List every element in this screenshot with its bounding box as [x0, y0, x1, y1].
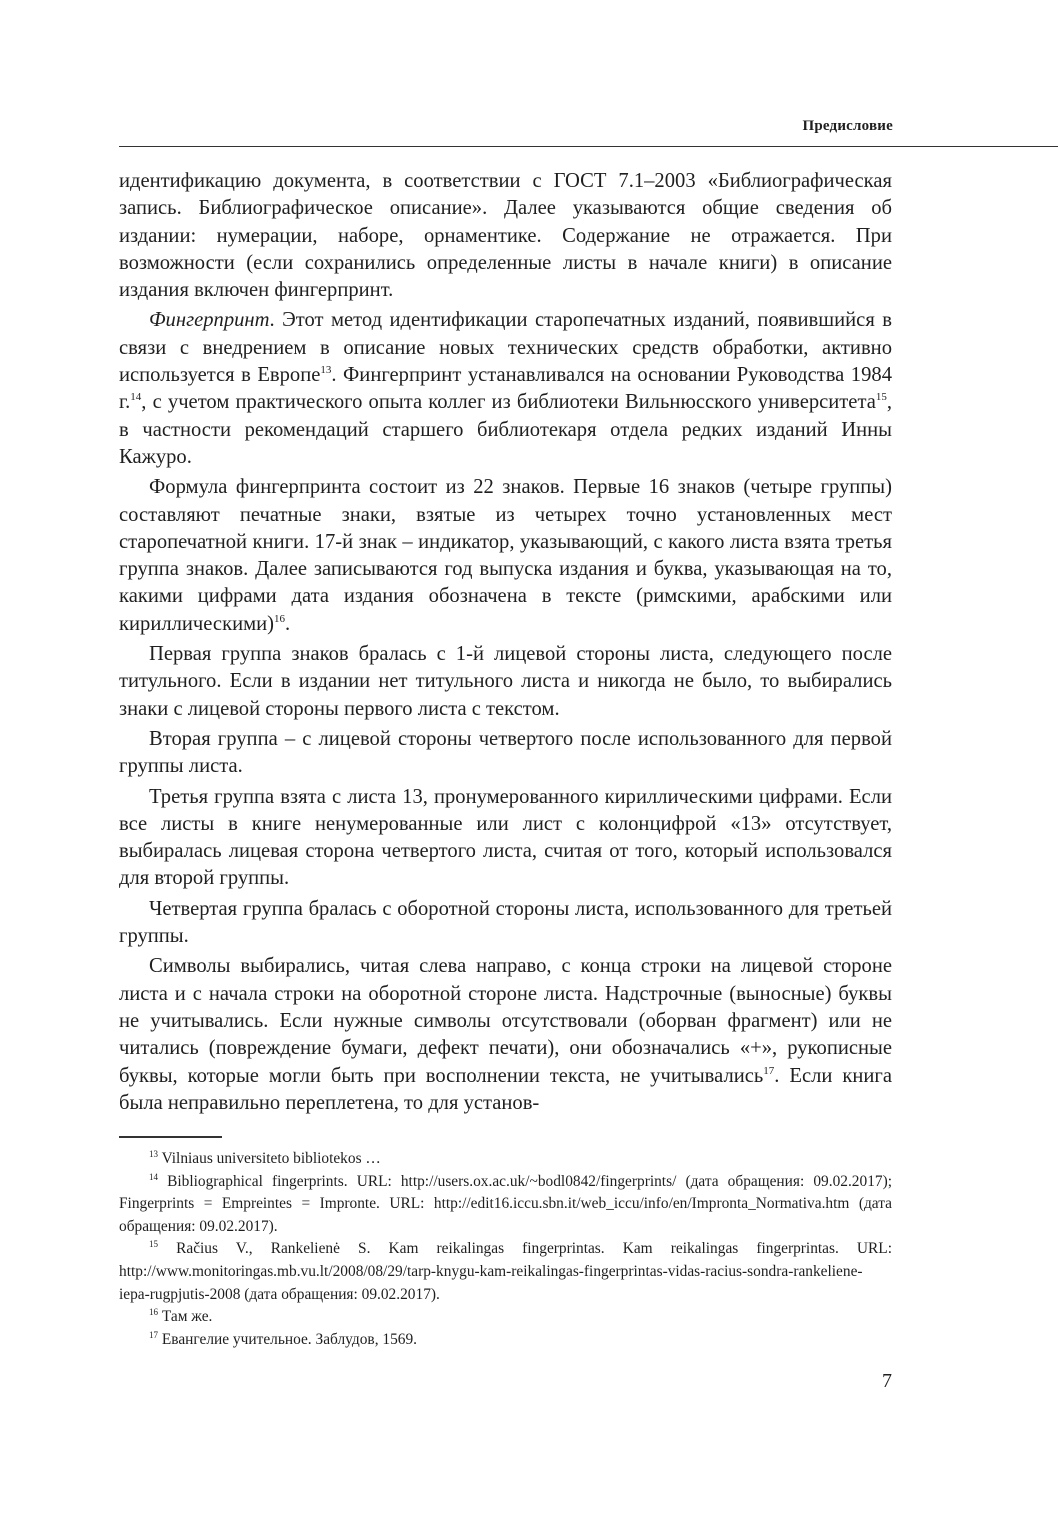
text-run: , с учетом практического опыта коллег из библиотеки Вильнюсского университета [141, 391, 876, 414]
footnote-text: Евангелие учительное. Заблудов, 1569. [161, 1330, 418, 1348]
body-paragraph [119, 953, 892, 1117]
footnote-text: Bibliographical fingerprints. URL: http://users.ox.ac.uk/~bodl0842/fingerprints/ (дата обращения: 09.02.2017); Fingerprints = Empreintes = Impronte. URL: http://edit16.iccu.sbn.it/web_iccu/info/en/Impronta_Normativa.htm (дата обращения: 09.02.2017). [119, 1172, 892, 1235]
text-run: . Если книга была неправильно переплетена, то для установ- [119, 1064, 892, 1114]
page-number: 7 [882, 1370, 892, 1392]
body-paragraph [119, 168, 892, 304]
header-rule [119, 146, 1058, 147]
footnote [119, 1329, 892, 1352]
body-paragraph [119, 474, 892, 638]
running-head: Предисловие [802, 118, 893, 134]
body-paragraph [119, 896, 892, 951]
body-paragraph [119, 307, 892, 471]
footnote-number: 15 [149, 1239, 158, 1250]
text-run: . Этот метод идентификации старопечатных изданий, появившийся в связи с внедрением в описание новых технических средств обработки, активно используется в Европе [119, 309, 892, 387]
body-paragraph [119, 726, 892, 781]
footnote [119, 1148, 892, 1171]
footnote-reference: 15 [875, 391, 887, 404]
footnote-number: 14 [149, 1171, 158, 1182]
body-paragraph [119, 641, 892, 723]
text-run: Первая группа знаков бралась с 1-й лицевой стороны листа, следующего после титульного. Если в издании нет титульного листа и никогда не было, то выбирались знаки с лицевой стороны первого листа с текстом. [119, 643, 892, 720]
footnote-reference: 13 [320, 364, 332, 377]
text-run: Символы выбирались, читая слева направо, с конца строки на лицевой стороне листа и с начала строки на оборотной стороне листа. Надстрочные (выносные) буквы не учитывались. Если нужные символы отсутствовали (оборван фрагмент) или не читались (повреждение бумаги, дефект печати), они обозначались «+», рукописные буквы, которые могли быть при восполнении текста, не учитывались [119, 955, 892, 1087]
footnote-number: 13 [149, 1148, 158, 1159]
footnote [119, 1238, 892, 1306]
footnote-text: Там же. [161, 1308, 213, 1326]
text-run: Четвертая группа бралась с оборотной стороны листа, использованного для третьей группы. [119, 897, 892, 948]
text-run: . [285, 612, 291, 635]
text-run: . Фингерпринт устанавливался на основании Руководства 1984 г. [119, 364, 892, 414]
text-run: Вторая группа – с лицевой стороны четвертого после использованного для первой группы листа. [119, 727, 892, 778]
text-run: Формула фингерпринта состоит из 22 знаков. Первые 16 знаков (четыре группы) составляют печатные знаки, взятые из четырех точно установленных мест старопечатной книги. 17-й знак – индикатор, указывающий, с какого листа взята третья группа знаков. Далее записываются год выпуска издания и буква, указывающая на то, какими цифрами дата издания обозначена в тексте (римскими, арабскими или кириллическими) [119, 476, 892, 635]
text-run: идентификацию документа, в соответствии с ГОСТ 7.1–2003 «Библиографическая запись. Библиографическое описание». Далее указываются общие сведения об издании: нумерации, наборе, орнаментике. Содержание не отражается. При возможности (если сохранились определенные листы в начале книги) в описание издания включен фингерпринт. [119, 170, 892, 302]
footnote-separator [119, 1136, 222, 1138]
footnotes [119, 1148, 892, 1351]
footnote-text: Račius V., Rankelienė S. Kam reikalingas fingerprintas. Kam reikalingas fingerprintas. URL: http://www.monitoringas.mb.vu.lt/2008/08/29/tarp-knygu-kam-reikalingas-fingerprintas-vidas-racius-sondra-rankeliene-iepa-rugpjutis-2008 (дата обращения: 09.02.2017). [119, 1240, 892, 1303]
footnote-reference: 14 [130, 391, 142, 404]
footnote [119, 1306, 892, 1329]
footnote [119, 1171, 892, 1239]
footnote-reference: 17 [763, 1064, 775, 1077]
footnote-number: 16 [149, 1307, 158, 1318]
text-run: , в частности рекомендаций старшего библиотекаря отдела редких изданий Инны Кажуро. [119, 391, 892, 468]
footnote-text: Vilniaus universiteto bibliotekos … [161, 1150, 381, 1167]
footnote-number: 17 [149, 1329, 158, 1340]
footnote-reference: 16 [274, 612, 286, 625]
body-paragraph [119, 784, 892, 893]
emphasized-term: Фингерпринт [149, 309, 270, 332]
text-run: Третья группа взята с листа 13, пронумерованного кириллическими цифрами. Если все листы в книге ненумерованные или лист с колонцифрой «13» отсутствует, выбиралась лицевая сторона четвертого листа, считая от того, который использовался для второй группы. [119, 785, 892, 890]
body-text [119, 168, 892, 1120]
